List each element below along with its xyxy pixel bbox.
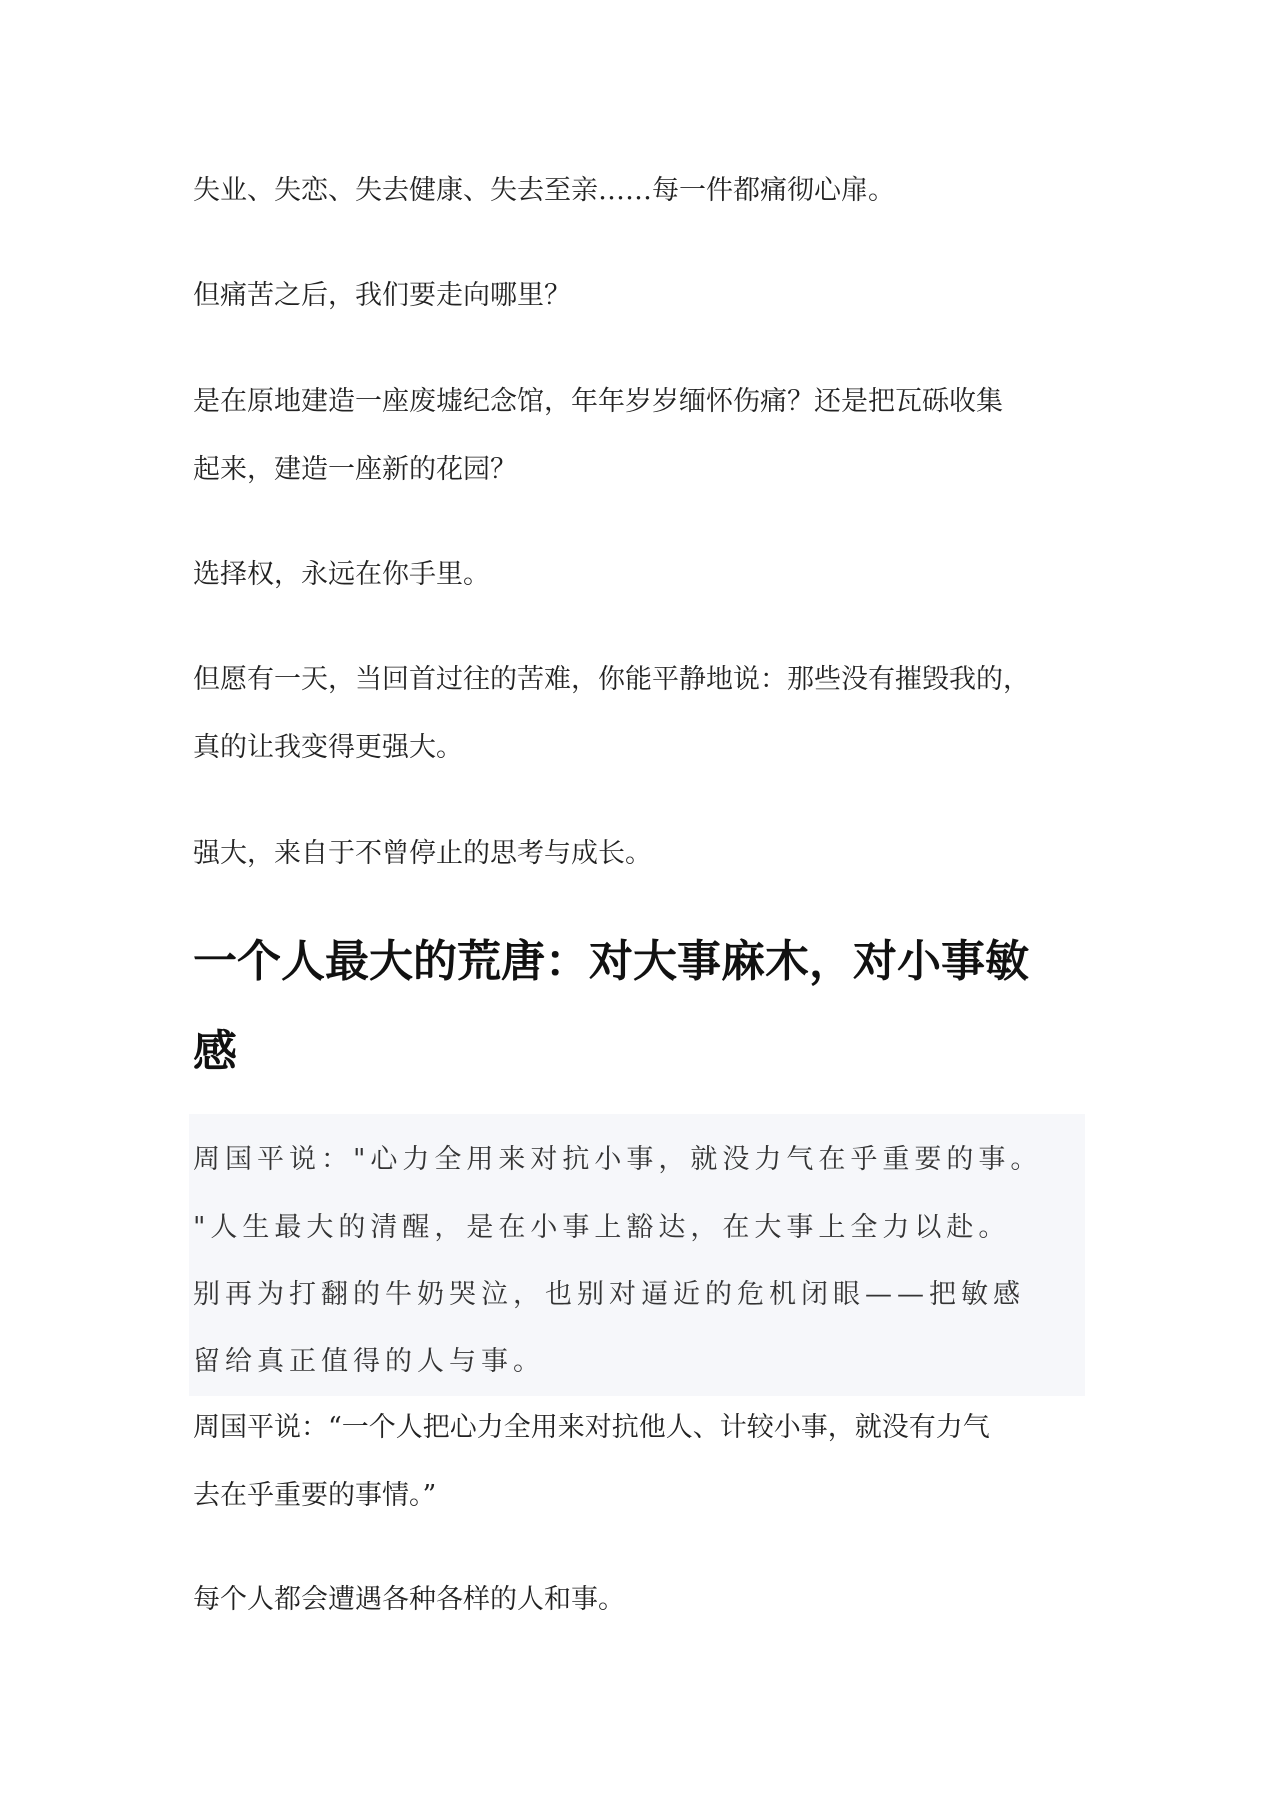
paragraph-line: 是在原地建造一座废墟纪念馆，年年岁岁缅怀伤痛？还是把瓦砾收集 [193, 386, 1003, 417]
paragraph-strength: 强大，来自于不曾停止的思考与成长。 [193, 838, 652, 869]
quote-line: "人生最大的清醒，是在小事上豁达，在大事上全力以赴。 [193, 1212, 1011, 1243]
section-heading [193, 917, 1085, 1097]
paragraph-line: 但愿有一天，当回首过往的苦难，你能平静地说：那些没有摧毁我的， [193, 664, 1030, 695]
paragraph-line: 去在乎重要的事情。” [193, 1480, 437, 1511]
paragraph-hope [193, 646, 1085, 782]
paragraph-zhou-guoping-quote [193, 1394, 1085, 1530]
paragraph-after-pain: 但痛苦之后，我们要走向哪里？ [193, 280, 571, 311]
paragraph-loss: 失业、失恋、失去健康、失去至亲……每一件都痛彻心扉。 [193, 175, 895, 206]
quote-line: 别再为打翻的牛奶哭泣，也别对逼近的危机闭眼——把敏感 [193, 1279, 1025, 1310]
quote-line: 留给真正值得的人与事。 [193, 1346, 545, 1377]
paragraph-line: 周国平说：“一个人把心力全用来对抗他人、计较小事，就没有力气 [193, 1412, 990, 1443]
quote-line: 周国平说："心力全用来对抗小事，就没力气在乎重要的事。 [193, 1144, 1043, 1175]
quote-block [189, 1114, 1085, 1396]
paragraph-ruins-or-garden [193, 368, 1085, 504]
paragraph-choice: 选择权，永远在你手里。 [193, 559, 490, 590]
paragraph-line: 真的让我变得更强大。 [193, 732, 463, 763]
heading-line: 一个人最大的荒唐：对大事麻木，对小事敏 [193, 936, 1029, 987]
paragraph-line: 起来，建造一座新的花园？ [193, 454, 517, 485]
heading-line: 感 [193, 1026, 237, 1077]
paragraph-everyone-encounters: 每个人都会遭遇各种各样的人和事。 [193, 1584, 625, 1615]
